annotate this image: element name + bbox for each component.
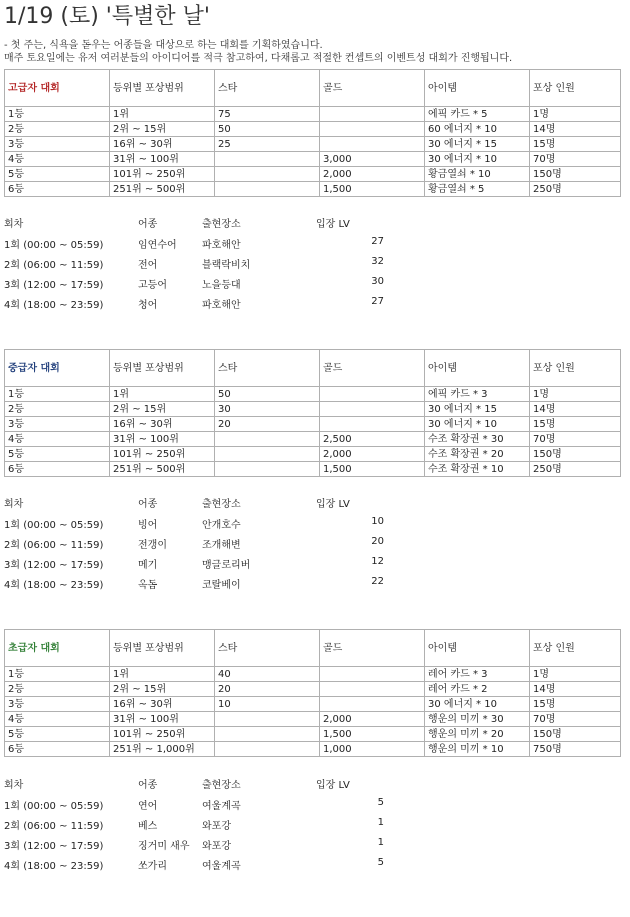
gold-cell (320, 417, 425, 432)
schedule-header-round: 회차 (4, 499, 24, 510)
range-cell: 101위 ~ 250위 (110, 447, 215, 462)
star-cell: 30 (215, 402, 320, 417)
gold-cell (320, 107, 425, 122)
list-item (4, 273, 624, 293)
star-cell (215, 167, 320, 182)
grade-cell: 5등 (5, 167, 110, 182)
grade-cell: 2등 (5, 122, 110, 137)
entry-level: 5 (377, 857, 384, 868)
place-name: 노을등대 (202, 280, 241, 291)
intro-line-1: - 첫 주는, 식욕을 돋우는 어종들을 대상으로 하는 대회를 기획하였습니다. (4, 40, 323, 51)
fish-name: 빙어 (138, 520, 158, 531)
grade-cell: 1등 (5, 107, 110, 122)
table-row (5, 122, 621, 137)
gold-cell (320, 387, 425, 402)
header-winners: 포상 인원 (530, 630, 621, 667)
header-gold: 골드 (320, 350, 425, 387)
prize-table-header (5, 630, 621, 667)
schedule-header-fish: 어종 (138, 499, 158, 510)
round-time: 3회 (12:00 ~ 17:59) (4, 560, 104, 571)
range-cell: 16위 ~ 30위 (110, 137, 215, 152)
item-cell: 레어 카드 * 2 (425, 682, 530, 697)
list-item (4, 293, 624, 313)
header-item: 아이템 (425, 70, 530, 107)
fish-name: 쏘가리 (138, 861, 167, 872)
gold-cell (320, 667, 425, 682)
schedule-header (4, 495, 624, 513)
item-cell: 황금열쇠 * 5 (425, 182, 530, 197)
range-cell: 251위 ~ 500위 (110, 182, 215, 197)
fish-name: 임연수어 (138, 240, 177, 251)
count-cell: 15명 (530, 697, 621, 712)
count-cell: 1명 (530, 387, 621, 402)
page-title: 1/19 (토) '특별한 날' (4, 4, 210, 29)
header-item: 아이템 (425, 350, 530, 387)
count-cell: 14명 (530, 682, 621, 697)
schedule-list (4, 215, 624, 313)
count-cell: 70명 (530, 432, 621, 447)
range-cell: 251위 ~ 500위 (110, 462, 215, 477)
entry-level: 32 (371, 256, 384, 267)
range-cell: 2위 ~ 15위 (110, 122, 215, 137)
grade-cell: 2등 (5, 402, 110, 417)
grade-cell: 6등 (5, 182, 110, 197)
fish-name: 전어 (138, 260, 158, 271)
round-time: 2회 (06:00 ~ 11:59) (4, 260, 104, 271)
place-name: 맹글로리버 (202, 560, 251, 571)
gold-cell: 1,500 (320, 727, 425, 742)
schedule-header-level: 입장 LV (316, 219, 350, 230)
table-row (5, 167, 621, 182)
round-time: 4회 (18:00 ~ 23:59) (4, 580, 104, 591)
count-cell: 15명 (530, 417, 621, 432)
schedule-header (4, 215, 624, 233)
entry-level: 1 (377, 837, 384, 848)
fish-name: 옥돔 (138, 580, 158, 591)
item-cell: 행운의 미끼 * 20 (425, 727, 530, 742)
list-item (4, 794, 624, 814)
tournament-name: 고급자 대회 (5, 70, 110, 107)
table-row (5, 432, 621, 447)
grade-cell: 4등 (5, 432, 110, 447)
gold-cell: 1,000 (320, 742, 425, 757)
table-row (5, 387, 621, 402)
item-cell: 30 에너지 * 10 (425, 152, 530, 167)
place-name: 여울계곡 (202, 801, 241, 812)
round-time: 2회 (06:00 ~ 11:59) (4, 821, 104, 832)
fish-name: 전갱이 (138, 540, 167, 551)
grade-cell: 3등 (5, 697, 110, 712)
schedule-list (4, 776, 624, 874)
star-cell: 50 (215, 387, 320, 402)
entry-level: 10 (371, 516, 384, 527)
entry-level: 20 (371, 536, 384, 547)
item-cell: 행운의 미끼 * 10 (425, 742, 530, 757)
schedule-header-round: 회차 (4, 219, 24, 230)
fish-name: 청어 (138, 300, 158, 311)
schedule-header-level: 입장 LV (316, 780, 350, 791)
header-star: 스타 (215, 70, 320, 107)
item-cell: 황금열쇠 * 10 (425, 167, 530, 182)
prize-table (4, 629, 621, 757)
star-cell (215, 447, 320, 462)
table-row (5, 447, 621, 462)
table-row (5, 697, 621, 712)
count-cell: 250명 (530, 182, 621, 197)
list-item (4, 533, 624, 553)
table-row (5, 152, 621, 167)
fish-name: 연어 (138, 801, 158, 812)
count-cell: 14명 (530, 402, 621, 417)
header-item: 아이템 (425, 630, 530, 667)
table-row (5, 182, 621, 197)
gold-cell: 2,000 (320, 167, 425, 182)
count-cell: 750명 (530, 742, 621, 757)
star-cell: 75 (215, 107, 320, 122)
item-cell: 수조 확장권 * 20 (425, 447, 530, 462)
gold-cell (320, 137, 425, 152)
item-cell: 에픽 카드 * 3 (425, 387, 530, 402)
grade-cell: 2등 (5, 682, 110, 697)
star-cell (215, 182, 320, 197)
table-row (5, 402, 621, 417)
gold-cell: 2,000 (320, 712, 425, 727)
grade-cell: 5등 (5, 727, 110, 742)
gold-cell (320, 697, 425, 712)
header-gold: 골드 (320, 630, 425, 667)
tournament-name: 중급자 대회 (5, 350, 110, 387)
range-cell: 101위 ~ 250위 (110, 167, 215, 182)
item-cell: 수조 확장권 * 30 (425, 432, 530, 447)
grade-cell: 4등 (5, 152, 110, 167)
star-cell: 25 (215, 137, 320, 152)
header-rank-range: 등위별 포상범위 (110, 70, 215, 107)
list-item (4, 233, 624, 253)
list-item (4, 513, 624, 533)
entry-level: 5 (377, 797, 384, 808)
schedule-header-round: 회차 (4, 780, 24, 791)
header-rank-range: 등위별 포상범위 (110, 350, 215, 387)
tournament-name: 초급자 대회 (5, 630, 110, 667)
round-time: 4회 (18:00 ~ 23:59) (4, 861, 104, 872)
place-name: 파호해안 (202, 240, 241, 251)
count-cell: 250명 (530, 462, 621, 477)
list-item (4, 553, 624, 573)
range-cell: 2위 ~ 15위 (110, 682, 215, 697)
header-rank-range: 등위별 포상범위 (110, 630, 215, 667)
gold-cell: 1,500 (320, 182, 425, 197)
item-cell: 30 에너지 * 15 (425, 137, 530, 152)
star-cell (215, 727, 320, 742)
list-item (4, 253, 624, 273)
star-cell (215, 432, 320, 447)
item-cell: 30 에너지 * 10 (425, 697, 530, 712)
count-cell: 150명 (530, 167, 621, 182)
item-cell: 행운의 미끼 * 30 (425, 712, 530, 727)
range-cell: 16위 ~ 30위 (110, 417, 215, 432)
prize-table (4, 69, 621, 197)
grade-cell: 1등 (5, 387, 110, 402)
prize-table-header (5, 350, 621, 387)
item-cell: 레어 카드 * 3 (425, 667, 530, 682)
entry-level: 27 (371, 296, 384, 307)
schedule-header-place: 출현장소 (202, 780, 241, 791)
round-time: 1회 (00:00 ~ 05:59) (4, 520, 104, 531)
list-item (4, 854, 624, 874)
star-cell (215, 712, 320, 727)
fish-name: 메기 (138, 560, 158, 571)
entry-level: 22 (371, 576, 384, 587)
gold-cell (320, 122, 425, 137)
header-winners: 포상 인원 (530, 70, 621, 107)
list-item (4, 814, 624, 834)
star-cell: 20 (215, 417, 320, 432)
round-time: 2회 (06:00 ~ 11:59) (4, 540, 104, 551)
range-cell: 2위 ~ 15위 (110, 402, 215, 417)
table-row (5, 742, 621, 757)
list-item (4, 573, 624, 593)
fish-name: 고등어 (138, 280, 167, 291)
grade-cell: 3등 (5, 137, 110, 152)
range-cell: 16위 ~ 30위 (110, 697, 215, 712)
schedule-header-place: 출현장소 (202, 219, 241, 230)
item-cell: 30 에너지 * 10 (425, 417, 530, 432)
count-cell: 1명 (530, 107, 621, 122)
count-cell: 1명 (530, 667, 621, 682)
grade-cell: 6등 (5, 742, 110, 757)
schedule-header-level: 입장 LV (316, 499, 350, 510)
count-cell: 150명 (530, 447, 621, 462)
table-row (5, 682, 621, 697)
range-cell: 1위 (110, 667, 215, 682)
table-row (5, 712, 621, 727)
item-cell: 30 에너지 * 15 (425, 402, 530, 417)
star-cell: 10 (215, 697, 320, 712)
item-cell: 에픽 카드 * 5 (425, 107, 530, 122)
round-time: 4회 (18:00 ~ 23:59) (4, 300, 104, 311)
place-name: 블랙락비치 (202, 260, 251, 271)
table-row (5, 417, 621, 432)
entry-level: 30 (371, 276, 384, 287)
place-name: 와포강 (202, 841, 231, 852)
table-row (5, 667, 621, 682)
item-cell: 60 에너지 * 10 (425, 122, 530, 137)
range-cell: 251위 ~ 1,000위 (110, 742, 215, 757)
grade-cell: 3등 (5, 417, 110, 432)
gold-cell (320, 682, 425, 697)
list-item (4, 834, 624, 854)
count-cell: 14명 (530, 122, 621, 137)
table-row (5, 107, 621, 122)
count-cell: 70명 (530, 712, 621, 727)
place-name: 조개해변 (202, 540, 241, 551)
count-cell: 70명 (530, 152, 621, 167)
star-cell: 50 (215, 122, 320, 137)
range-cell: 31위 ~ 100위 (110, 712, 215, 727)
star-cell (215, 462, 320, 477)
prize-table (4, 349, 621, 477)
round-time: 1회 (00:00 ~ 05:59) (4, 240, 104, 251)
fish-name: 베스 (138, 821, 158, 832)
place-name: 안개호수 (202, 520, 241, 531)
place-name: 여울계곡 (202, 861, 241, 872)
count-cell: 15명 (530, 137, 621, 152)
schedule-list (4, 495, 624, 593)
star-cell: 20 (215, 682, 320, 697)
range-cell: 31위 ~ 100위 (110, 152, 215, 167)
range-cell: 101위 ~ 250위 (110, 727, 215, 742)
count-cell: 150명 (530, 727, 621, 742)
grade-cell: 1등 (5, 667, 110, 682)
star-cell (215, 152, 320, 167)
schedule-header (4, 776, 624, 794)
gold-cell: 1,500 (320, 462, 425, 477)
header-star: 스타 (215, 350, 320, 387)
gold-cell: 2,000 (320, 447, 425, 462)
table-row (5, 137, 621, 152)
header-winners: 포상 인원 (530, 350, 621, 387)
range-cell: 1위 (110, 107, 215, 122)
range-cell: 31위 ~ 100위 (110, 432, 215, 447)
item-cell: 수조 확장권 * 10 (425, 462, 530, 477)
star-cell (215, 742, 320, 757)
fish-name: 징거미 새우 (138, 841, 190, 852)
table-row (5, 727, 621, 742)
header-gold: 골드 (320, 70, 425, 107)
intro-line-2: 매주 토요일에는 유저 여러분들의 아이디어를 적극 참고하여, 다채롭고 적절한 컨셉트의 이벤트성 대회가 진행됩니다. (4, 53, 513, 64)
entry-level: 27 (371, 236, 384, 247)
schedule-header-place: 출현장소 (202, 499, 241, 510)
entry-level: 1 (377, 817, 384, 828)
round-time: 1회 (00:00 ~ 05:59) (4, 801, 104, 812)
round-time: 3회 (12:00 ~ 17:59) (4, 841, 104, 852)
schedule-header-fish: 어종 (138, 219, 158, 230)
gold-cell: 3,000 (320, 152, 425, 167)
schedule-header-fish: 어종 (138, 780, 158, 791)
place-name: 코랄베이 (202, 580, 241, 591)
range-cell: 1위 (110, 387, 215, 402)
place-name: 파호해안 (202, 300, 241, 311)
gold-cell (320, 402, 425, 417)
prize-table-header (5, 70, 621, 107)
place-name: 와포강 (202, 821, 231, 832)
grade-cell: 5등 (5, 447, 110, 462)
round-time: 3회 (12:00 ~ 17:59) (4, 280, 104, 291)
table-row (5, 462, 621, 477)
entry-level: 12 (371, 556, 384, 567)
star-cell: 40 (215, 667, 320, 682)
grade-cell: 6등 (5, 462, 110, 477)
gold-cell: 2,500 (320, 432, 425, 447)
grade-cell: 4등 (5, 712, 110, 727)
header-star: 스타 (215, 630, 320, 667)
